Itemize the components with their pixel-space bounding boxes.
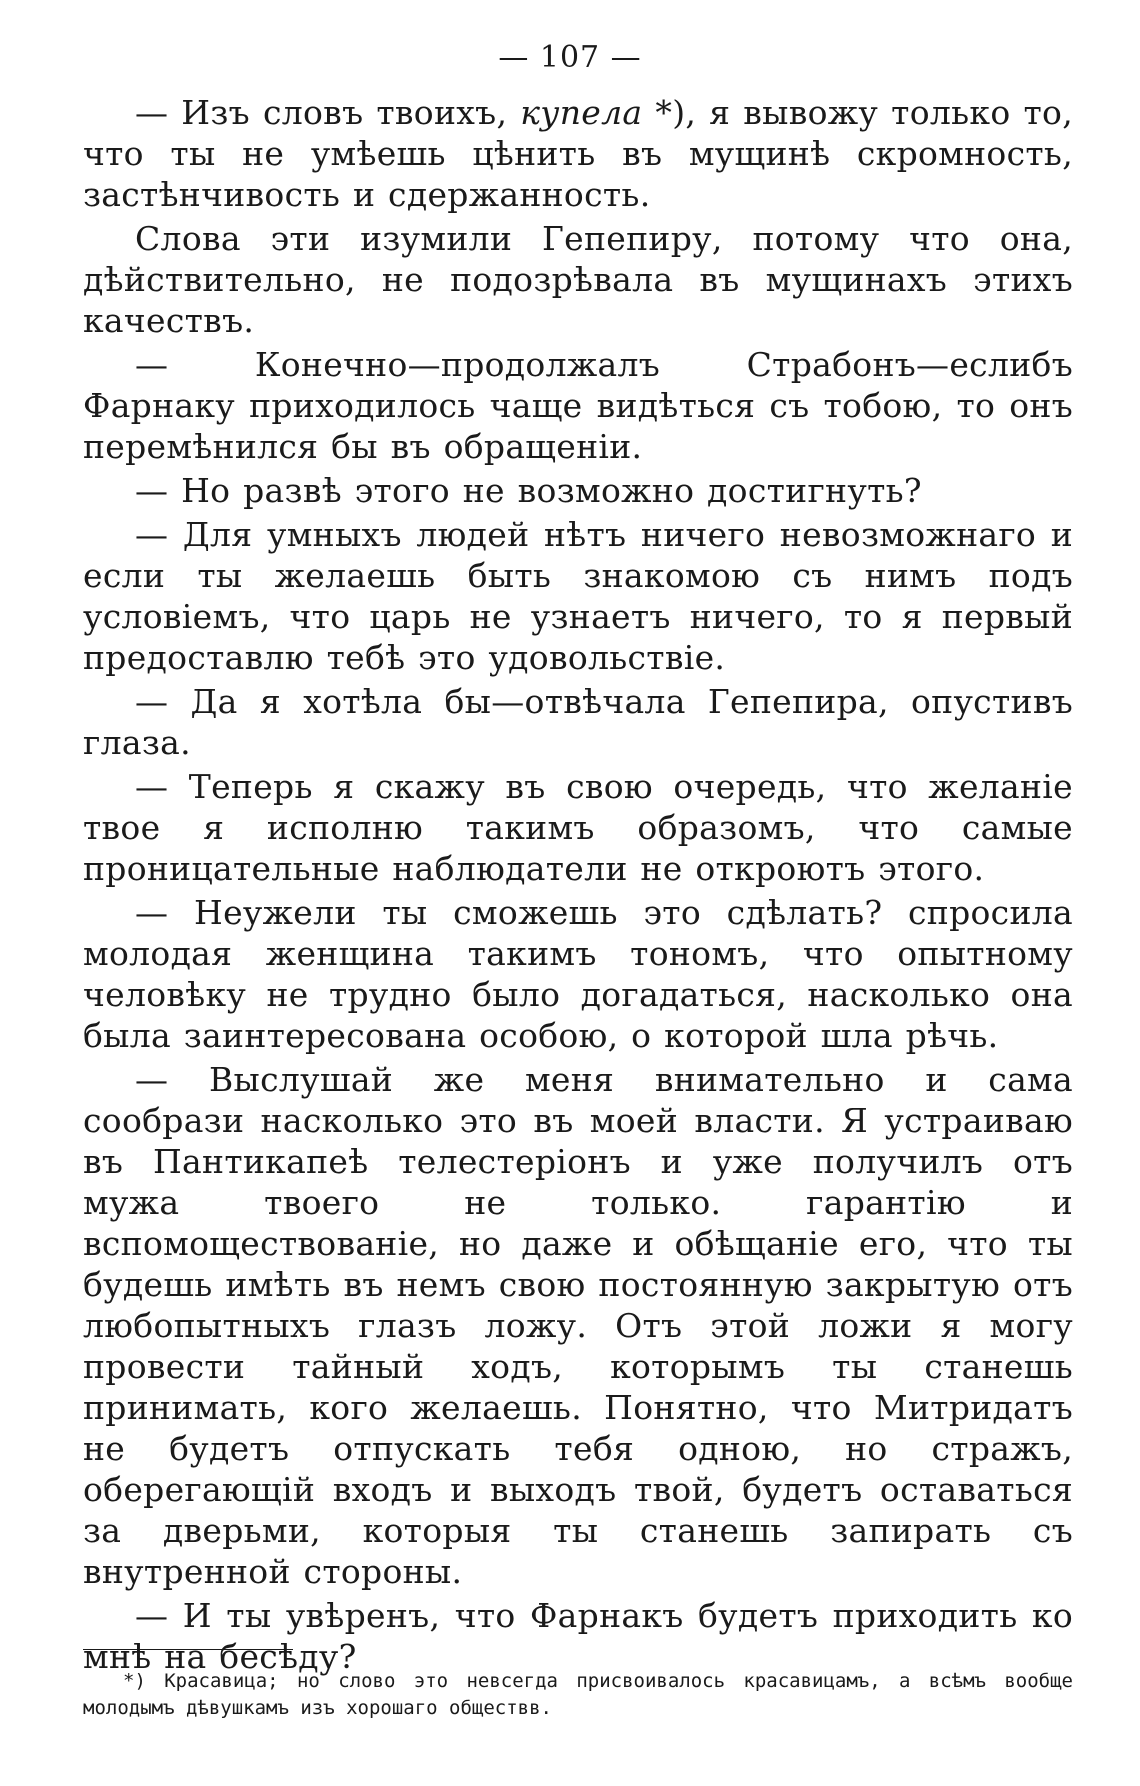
paragraph-8: — Неужели ты сможешь это сдѣлать? спросила молодая женщина такимъ тономъ, что опытному человѣку не трудно было догадаться, насколько она была заинтересована особою, о которой шла рѣчь. — [83, 893, 1073, 1055]
paragraph-2: Слова эти изумили Гепепиру, потому что она, дѣйствительно, не подозрѣвала въ мущинахъ этихъ качествъ. — [83, 219, 1073, 340]
paragraph-3: — Конечно—продолжалъ Страбонъ—еслибъ Фарнаку приходилось чаще видѣться съ тобою, то онъ перемѣнился бы въ обращенiи. — [83, 345, 1073, 466]
page-number: — 107 — — [498, 40, 642, 75]
paragraph-1-start: — Изъ словъ твоихъ, — [135, 93, 521, 132]
paragraph-9: — Выслушай же меня внимательно и сама сообрази насколько это въ моей власти. Я устраиваю въ Пантикапеѣ телестерiонъ и уже получилъ отъ мужа твоего не только. гарантiю и вспомоществованiе, но даже и обѣщанiе его, что ты будешь имѣть въ немъ свою постоянную закрытую отъ любопытныхъ глазъ ложу. Отъ этой ложи я могу провести тайный ходъ, которымъ ты станешь принимать, кого желаешь. Понятно, что Митридатъ не будетъ отпускать тебя одною, но стражъ, оберегающiй входъ и выходъ твой, будетъ оставаться за дверьми, которыя ты станешь запирать съ внутренной стороны. — [83, 1060, 1073, 1591]
footnote-divider — [83, 1649, 293, 1650]
main-text — [83, 92, 1073, 1680]
paragraph-5: — Для умныхъ людей нѣтъ ничего невозможнаго и если ты желаешь быть знакомою съ нимъ подъ условiемъ, что царь не узнаетъ ничего, то я первый предоставлю тебѣ это удовольствiе. — [83, 515, 1073, 677]
paragraph-1 — [83, 92, 1073, 215]
paragraph-4: — Но развѣ этого не возможно достигнуть? — [135, 471, 922, 510]
paragraph-1-rest: *), я вывожу только то, что ты не умѣешь цѣнить въ мущинѣ скромность, застѣнчивость и сдержанность. — [83, 93, 1073, 214]
italic-word-kupela: купела — [520, 93, 643, 132]
paragraph-10: — И ты увѣренъ, что Фарнакъ будетъ приходить ко мнѣ на бесѣду? — [83, 1596, 1073, 1676]
paragraph-7: — Теперь я скажу въ свою очередь, что желанiе твое я исполню такимъ образомъ, что самые проницательные наблюдатели не откроютъ этого. — [83, 767, 1073, 888]
paragraph-6: — Да я хотѣла бы—отвѣчала Гепепира, опустивъ глаза. — [83, 682, 1073, 762]
footnote: *) Красавица; но слово это невсегда присвоивалось красавицамъ, а всѣмъ вообще молодымъ дѣвушкамъ изъ хорошаго обществв. — [83, 1670, 1073, 1719]
